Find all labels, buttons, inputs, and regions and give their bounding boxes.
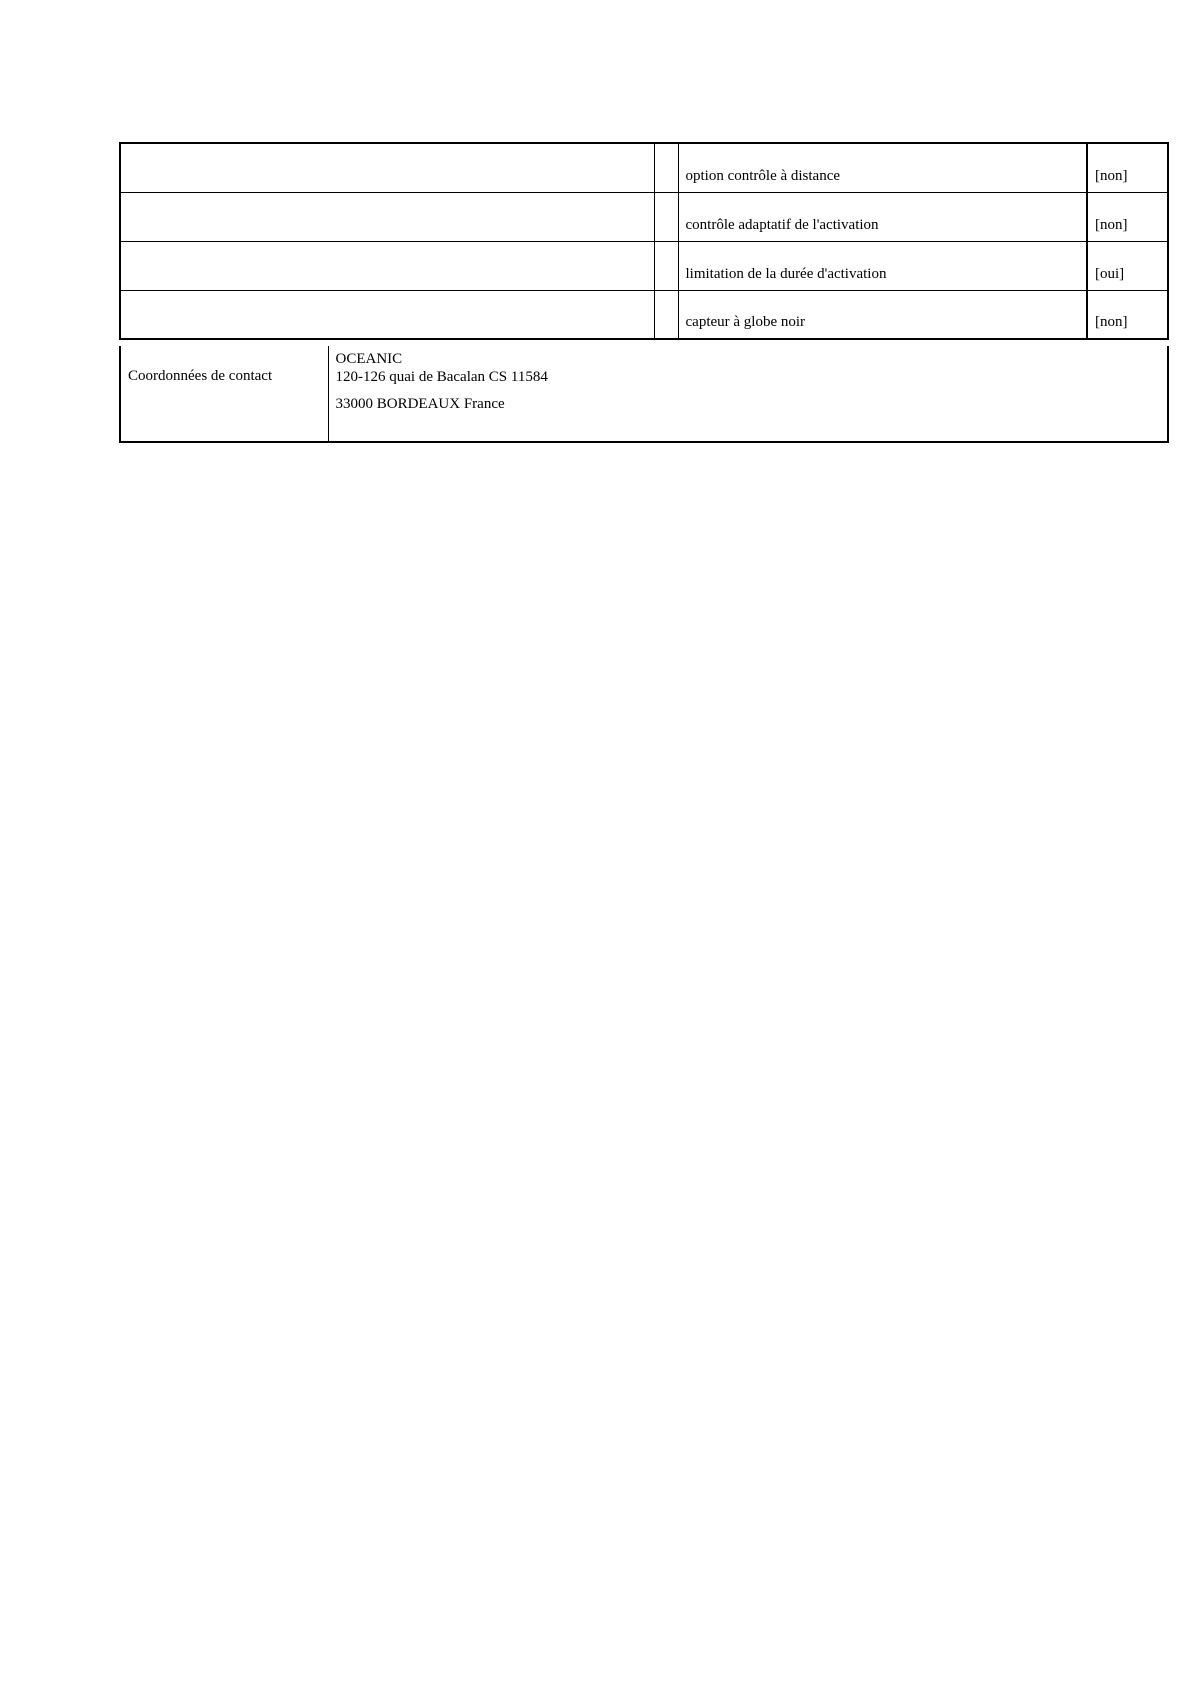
empty-cell [120,143,654,192]
contact-address [328,346,1168,442]
table-row [120,143,1168,192]
option-label: limitation de la durée d'activation [678,241,1087,290]
empty-cell [120,241,654,290]
options-table [119,142,1169,340]
option-value: [non] [1087,143,1168,192]
option-label: contrôle adaptatif de l'activation [678,192,1087,241]
contact-row [120,346,1168,442]
contact-table [119,346,1169,443]
company-name: OCEANIC [335,351,403,367]
empty-cell [654,143,678,192]
option-value: [non] [1087,290,1168,339]
empty-cell [120,192,654,241]
empty-cell [120,290,654,339]
address-line-1: 120-126 quai de Bacalan CS 11584 [335,369,548,385]
option-value: [oui] [1087,241,1168,290]
option-label: option contrôle à distance [678,143,1087,192]
address-line-2: 33000 BORDEAUX France [335,396,505,412]
empty-cell [654,290,678,339]
table-row [120,290,1168,339]
table-row [120,192,1168,241]
empty-cell [654,192,678,241]
table-row [120,241,1168,290]
option-value: [non] [1087,192,1168,241]
contact-label: Coordonnées de contact [120,346,328,442]
empty-cell [654,241,678,290]
option-label: capteur à globe noir [678,290,1087,339]
